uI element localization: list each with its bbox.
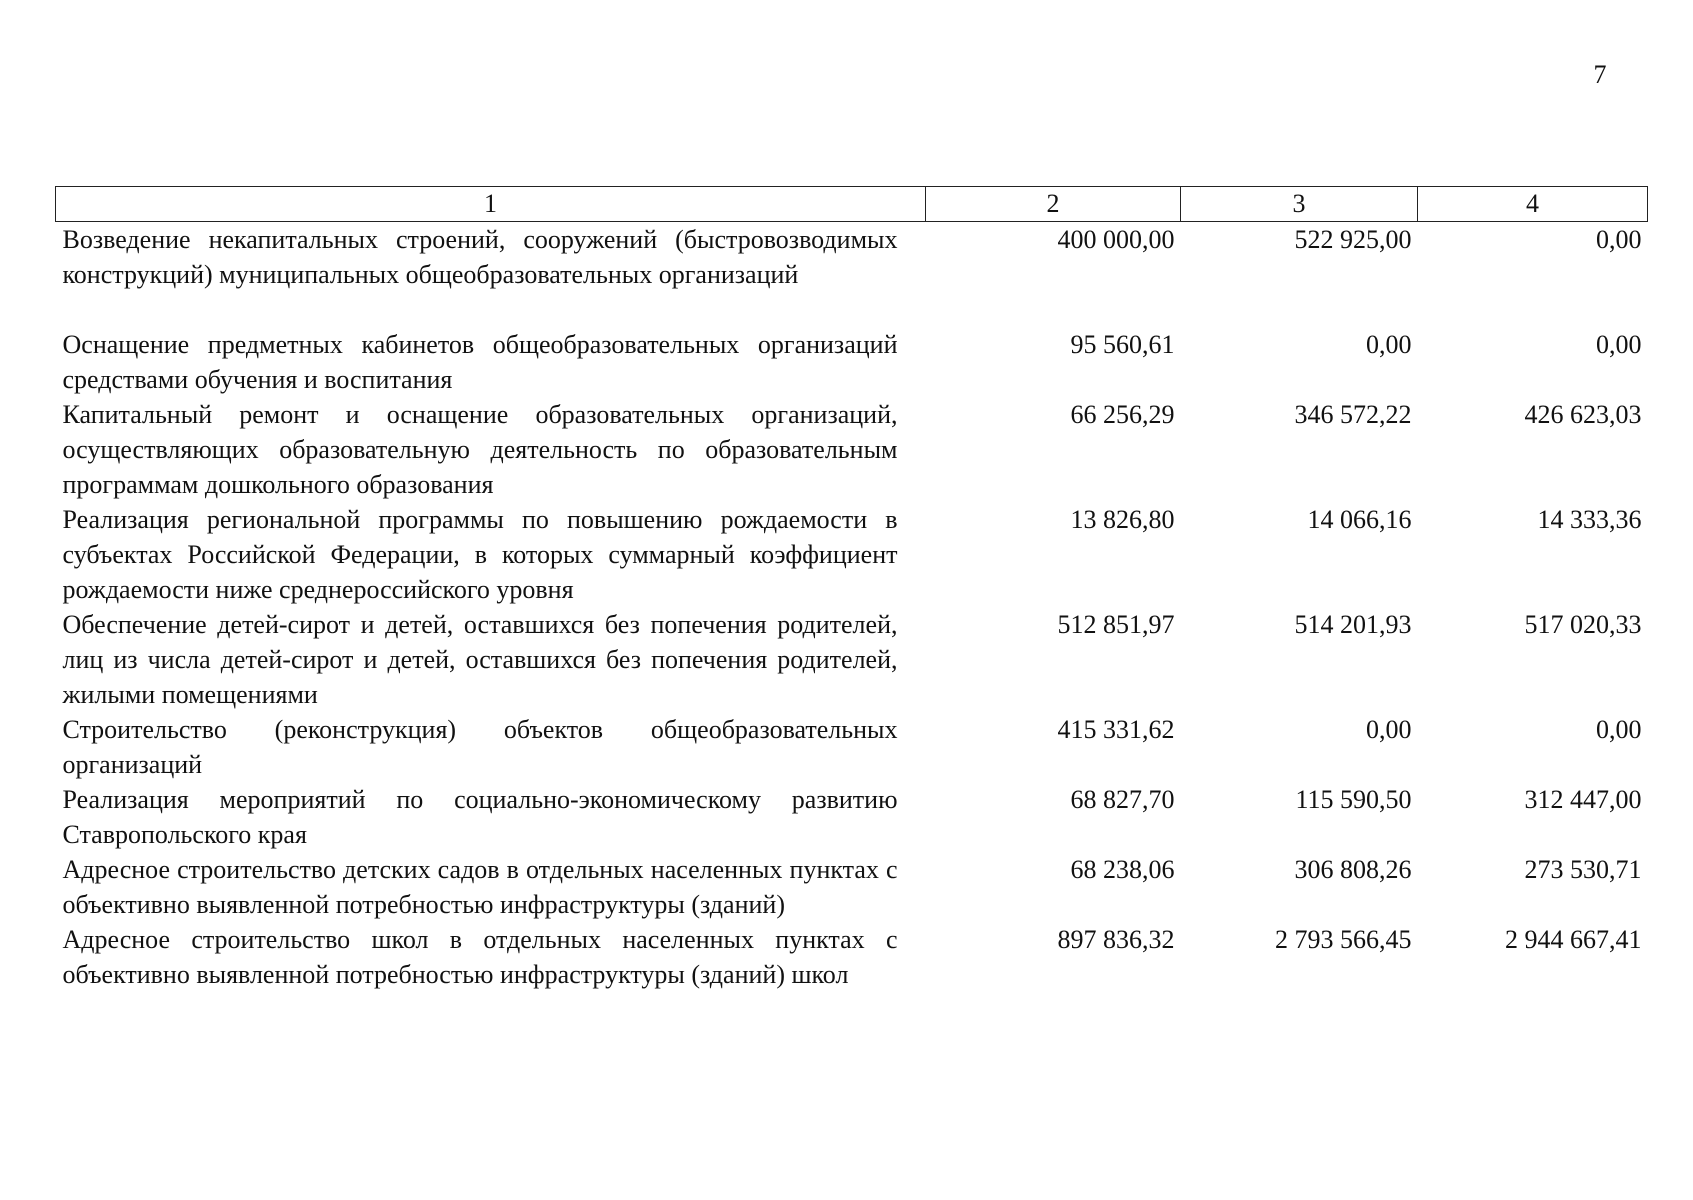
row-value-col4: 517 020,33: [1524, 610, 1642, 639]
column-header-1: 1: [56, 187, 926, 222]
row-value-col2: 13 826,80: [1070, 505, 1175, 534]
table-row: [56, 852, 1648, 922]
row-value-col4: 312 447,00: [1524, 785, 1642, 814]
row-description: Обеспечение детей-сирот и детей, оставшихся без попечения родителей, лиц из числа детей-сирот и детей, оставшихся без попечения родителей, жилыми помещениями: [62, 610, 898, 709]
header-row: [56, 187, 1648, 222]
row-description: Реализация мероприятий по социально-экономическому развитию Ставропольского края: [62, 785, 898, 849]
row-value-col2: 897 836,32: [1057, 925, 1175, 954]
row-description: Адресное строительство детских садов в отдельных населенных пунктах с объективно выявленной потребностью инфраструктуры (зданий): [62, 855, 898, 919]
row-value-col4: 0,00: [1596, 330, 1642, 359]
row-value-col2: 512 851,97: [1057, 610, 1175, 639]
row-description: Реализация региональной программы по повышению рождаемости в субъектах Российской Федерации, в которых суммарный коэффициент рождаемости ниже среднероссийского уровня: [62, 505, 898, 604]
row-value-col2: 68 827,70: [1070, 785, 1175, 814]
row-value-col3: 522 925,00: [1294, 225, 1412, 254]
budget-table: [55, 186, 1648, 992]
row-description: Строительство (реконструкция) объектов общеобразовательных организаций: [62, 715, 898, 779]
row-value-col3: 14 066,16: [1307, 505, 1412, 534]
table-header: [56, 187, 1648, 222]
row-value-col3: 0,00: [1366, 330, 1412, 359]
column-header-4: 4: [1418, 187, 1648, 222]
table-row: [56, 222, 1648, 328]
row-value-col4: 273 530,71: [1524, 855, 1642, 884]
column-header-3: 3: [1181, 187, 1418, 222]
row-value-col4: 0,00: [1596, 715, 1642, 744]
row-value-col4: 0,00: [1596, 225, 1642, 254]
table-row: [56, 922, 1648, 992]
row-value-col2: 415 331,62: [1057, 715, 1175, 744]
row-value-col4: 14 333,36: [1537, 505, 1642, 534]
row-value-col3: 115 590,50: [1295, 785, 1412, 814]
row-description: Капитальный ремонт и оснащение образовательных организаций, осуществляющих образовательную деятельность по образовательным программам дошкольного образования: [62, 400, 898, 499]
table-body: [56, 222, 1648, 993]
row-value-col2: 66 256,29: [1070, 400, 1175, 429]
row-value-col3: 0,00: [1366, 715, 1412, 744]
row-value-col4: 2 944 667,41: [1505, 925, 1642, 954]
table-row: [56, 782, 1648, 852]
row-value-col3: 306 808,26: [1294, 855, 1412, 884]
row-value-col3: 2 793 566,45: [1275, 925, 1412, 954]
row-value-col4: 426 623,03: [1524, 400, 1642, 429]
row-value-col3: 346 572,22: [1294, 400, 1412, 429]
page-number: 7: [1593, 60, 1607, 89]
table-row: [56, 327, 1648, 397]
row-description: Оснащение предметных кабинетов общеобразовательных организаций средствами обучения и воспитания: [62, 330, 898, 394]
table-row: [56, 397, 1648, 502]
row-value-col2: 95 560,61: [1070, 330, 1175, 359]
row-description: Адресное строительство школ в отдельных населенных пунктах с объективно выявленной потребностью инфраструктуры (зданий) школ: [62, 925, 898, 989]
table-row: [56, 712, 1648, 782]
row-value-col3: 514 201,93: [1294, 610, 1412, 639]
row-value-col2: 400 000,00: [1057, 225, 1175, 254]
row-value-col2: 68 238,06: [1070, 855, 1175, 884]
column-header-2: 2: [926, 187, 1181, 222]
table-row: [56, 502, 1648, 607]
row-description: Возведение некапитальных строений, сооружений (быстровозводимых конструкций) муниципальных общеобразовательных организаций: [62, 225, 898, 289]
table-row: [56, 607, 1648, 712]
